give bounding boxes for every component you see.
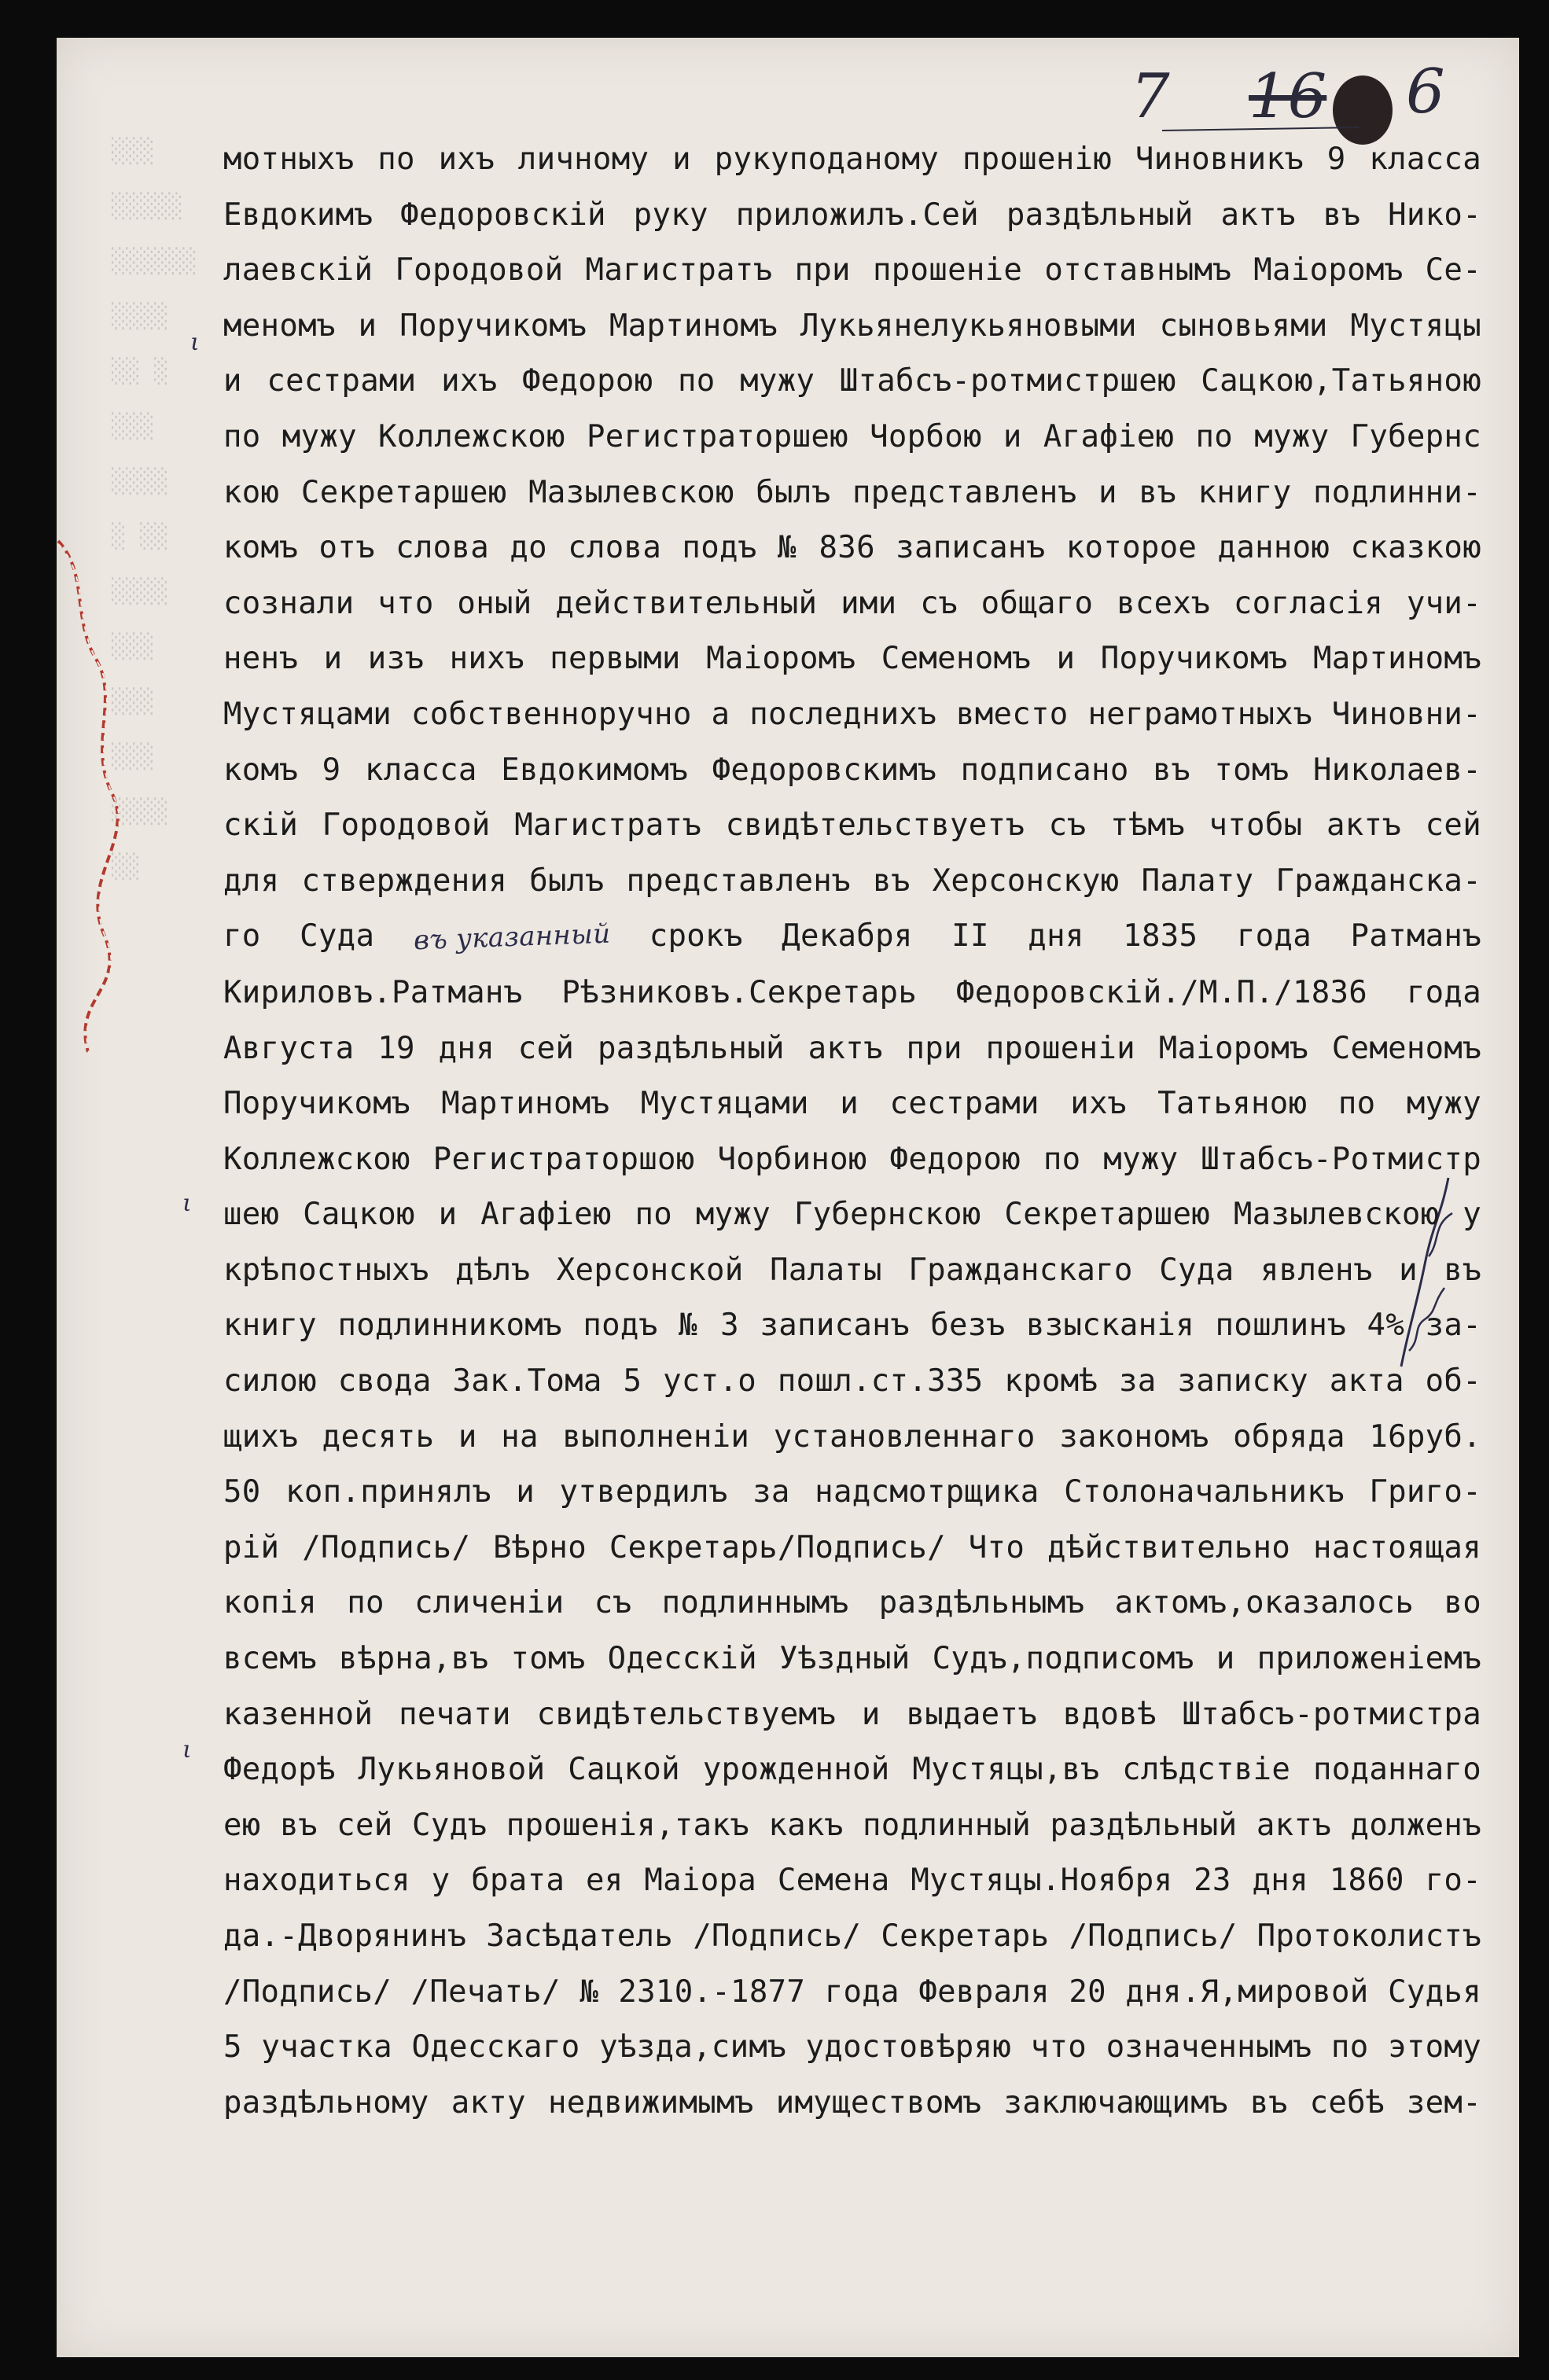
sheet-number: 6 [1406, 57, 1445, 127]
text-line: ненъ и изъ нихъ первыми Маіоромъ Семеномъ и Поручикомъ Мартиномъ [223, 641, 1481, 677]
text-line: Коллежскою Регистраторшою Чорбиною Федорою по мужу Штабсъ-Ротмистр [223, 1141, 1481, 1177]
text-line-part: го Суда [223, 918, 414, 955]
text-line: скій Городовой Магистратъ свидѣтельствуетъ съ тѣмъ чтобы актъ сей [223, 807, 1481, 844]
text-line: Федорѣ Лукьяновой Сацкой урожденной Мустяцы,въ слѣдствіе поданнаго [223, 1752, 1481, 1788]
text-line: мотныхъ по ихъ личному и рукуподаному прошенію Чиновникъ 9 класса [223, 142, 1481, 177]
handwritten-insert: въ указанный [413, 918, 611, 957]
text-line: ею въ сей Судъ прошенія,такъ какъ подлинный раздѣльный актъ долженъ [223, 1807, 1481, 1843]
margin-mark: ι [182, 1736, 192, 1764]
text-line: и сестрами ихъ Федорою по мужу Штабсъ-ротмистршею Сацкою,Татьяною [223, 363, 1481, 399]
text-line: 5 участка Одесскаго уѣзда,симъ удостовѣряю что означеннымъ по этому [223, 2029, 1481, 2065]
text-line: /Подпись/ /Печать/ № 2310.-1877 года Февраля 20 дня.Я,мировой Судья [223, 1974, 1481, 2010]
typewritten-body [223, 132, 1481, 2131]
text-line: кою Секретаршею Мазылевскою былъ представленъ и въ книгу подлинни- [223, 474, 1481, 510]
text-line: силою свода Зак.Тома 5 уст.о пошл.ст.335 кромѣ за записку акта об- [223, 1363, 1481, 1400]
text-line: по мужу Коллежскою Регистраторшею Чорбою и Агафіею по мужу Губернс [223, 418, 1481, 454]
text-line: раздѣльному акту недвижимымъ имуществомъ заключающимъ въ себѣ зем- [223, 2084, 1481, 2121]
binding-thread [57, 509, 143, 1060]
text-line: находиться у брата ея Маіора Семена Мустяцы.Ноября 23 дня 1860 го- [223, 1863, 1481, 1899]
text-line: Августа 19 дня сей раздѣльный актъ при прошеніи Маіоромъ Семеномъ [223, 1030, 1481, 1066]
text-line: копія по сличеніи съ подлиннымъ раздѣльнымъ актомъ,оказалось во [223, 1585, 1481, 1621]
text-line: меномъ и Поручикомъ Мартиномъ Лукьянелукьяновыми сыновьями Мустяцы [223, 307, 1481, 344]
document-page [57, 38, 1519, 2357]
struck-page-number: 16 [1249, 61, 1327, 132]
bleed-through-text: ░░░ ░░░░░ ░░░░░░ ░░░░ ░░ ░ ░░░ ░░░░ ░ ░░ ░░░░ ░░░ ░░░ ░░░ ░░░░ ░░ [112, 138, 197, 881]
text-line: Евдокимъ Федоровскій руку приложилъ.Сей раздѣльный актъ въ Нико- [223, 197, 1481, 233]
margin-mark: ι [182, 1190, 192, 1217]
text-line: Поручикомъ Мартиномъ Мустяцами и сестрами ихъ Татьяною по мужу [223, 1086, 1481, 1122]
text-line: да.-Дворянинъ Засѣдатель /Подпись/ Секретарь /Подпись/ Протоколистъ [223, 1918, 1481, 1954]
text-line: казенной печати свидѣтельствуемъ и выдаетъ вдовѣ Штабсъ-ротмистра [223, 1696, 1481, 1732]
text-line: шею Сацкою и Агафіею по мужу Губернскою Секретаршею Мазылевскою у [223, 1197, 1481, 1233]
page-number: 7 [1131, 61, 1170, 132]
text-line: лаевскій Городовой Магистратъ при прошеніе отставнымъ Маіоромъ Се- [223, 252, 1481, 289]
text-line: комъ отъ слова до слова подъ № 836 записанъ которое данною сказкою [223, 530, 1481, 566]
text-line: Мустяцами собственноручно а последнихъ вместо неграмотныхъ Чиновни- [223, 696, 1481, 732]
text-line: сознали что оный действительный ими съ общаго всехъ согласія учи- [223, 585, 1481, 621]
text-line: для стверждения былъ представленъ въ Херсонскую Палату Гражданска- [223, 863, 1481, 899]
text-line: крѣпостныхъ дѣлъ Херсонской Палаты Гражданскаго Суда явленъ и въ [223, 1252, 1481, 1288]
text-line: 50 коп.принялъ и утвердилъ за надсмотрщика Столоначальникъ Григо- [223, 1474, 1481, 1510]
text-line: комъ 9 класса Евдокимомъ Федоровскимъ подписано въ томъ Николаев- [223, 752, 1481, 788]
text-line: всемъ вѣрна,въ томъ Одесскій Уѣздный Судъ,подписомъ и приложеніемъ [223, 1641, 1481, 1677]
text-line: щихъ десять и на выполненіи установленнаго закономъ обряда 16руб. [223, 1418, 1481, 1455]
text-line: рій /Подпись/ Вѣрно Секретарь/Подпись/ Что дѣйствительно настоящая [223, 1529, 1481, 1565]
text-line: книгу подлинникомъ подъ № 3 записанъ безъ взысканія пошлинъ 4% за- [223, 1308, 1481, 1344]
text-line: Кириловъ.Ратманъ Рѣзниковъ.Секретарь Федоровскій./М.П./1836 года [223, 974, 1481, 1010]
text-line [223, 909, 1481, 966]
text-line-part: срокъ Декабря II дня 1835 года Ратманъ [610, 918, 1481, 955]
margin-mark: ι [190, 329, 200, 356]
